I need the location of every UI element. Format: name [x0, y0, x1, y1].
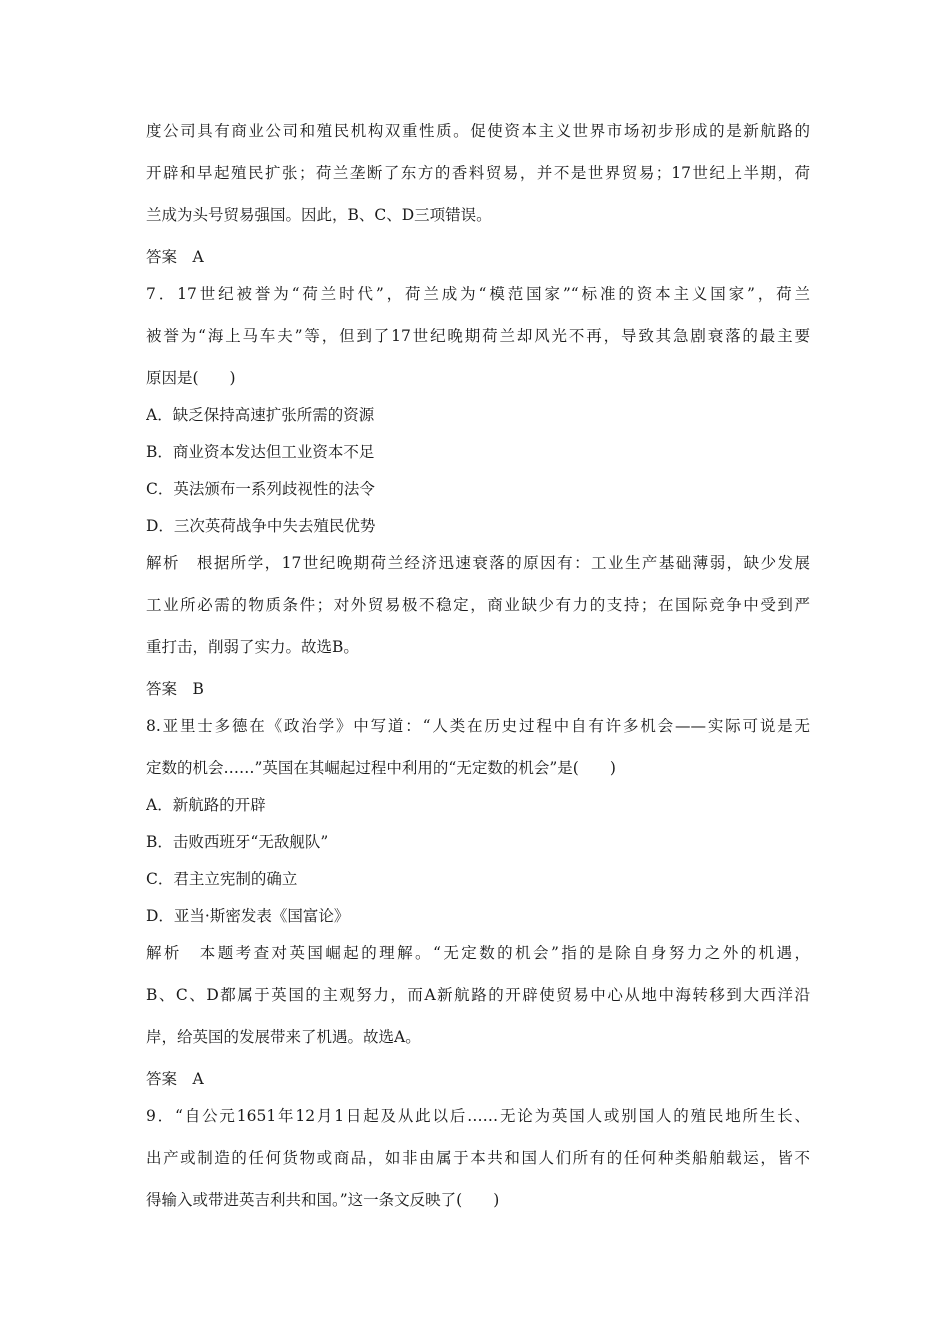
text-line: 8.亚里士多德在《政治学》中写道：“人类在历史过程中自有许多机会——实际可说是无 [146, 717, 810, 735]
text-line: 兰成为头号贸易强国。因此，B、C、D三项错误。 [146, 206, 492, 224]
text-line: 原因是( ) [146, 369, 236, 387]
text-line: C．英法颁布一系列歧视性的法令 [146, 480, 375, 498]
text-line: 定数的机会……”英国在其崛起过程中利用的“无定数的机会”是( ) [146, 759, 616, 777]
text-line: 答案 A [146, 1070, 204, 1088]
text-line: A．新航路的开辟 [146, 796, 266, 814]
text-line: 工业所必需的物质条件；对外贸易极不稳定，商业缺少有力的支持；在国际竞争中受到严 [146, 596, 810, 614]
text-line: C．君主立宪制的确立 [146, 870, 298, 888]
text-line: 解析 本题考查对英国崛起的理解。“无定数的机会”指的是除自身努力之外的机遇， [146, 944, 810, 962]
text-line: 被誉为“海上马车夫”等，但到了17世纪晚期荷兰却风光不再，导致其急剧衰落的最主要 [146, 327, 810, 345]
text-line: A．缺乏保持高速扩张所需的资源 [146, 406, 375, 424]
text-line: 重打击，削弱了实力。故选B。 [146, 638, 359, 656]
document-body [146, 120, 810, 1226]
text-line: 岸，给英国的发展带来了机遇。故选A。 [146, 1028, 421, 1046]
text-line: 出产或制造的任何货物或商品，如非由属于本共和国人们所有的任何种类船舶载运，皆不 [146, 1149, 810, 1167]
text-line: 答案 A [146, 248, 204, 266]
text-line: 9．“自公元1651年12月1日起及从此以后……无论为英国人或别国人的殖民地所生长、 [146, 1107, 810, 1125]
text-line: 答案 B [146, 680, 204, 698]
text-line: B．商业资本发达但工业资本不足 [146, 443, 375, 461]
text-line: 得输入或带进英吉利共和国。”这一条文反映了( ) [146, 1191, 500, 1209]
text-line: B．击败西班牙“无敌舰队” [146, 833, 329, 851]
text-line: 度公司具有商业公司和殖民机构双重性质。促使资本主义世界市场初步形成的是新航路的 [146, 122, 810, 140]
text-line: 7．17世纪被誉为“荷兰时代”，荷兰成为“模范国家”“标准的资本主义国家”，荷兰 [146, 285, 810, 303]
text-line: D．三次英荷战争中失去殖民优势 [146, 517, 376, 535]
text-line: 开辟和早起殖民扩张；荷兰垄断了东方的香料贸易，并不是世界贸易；17世纪上半期，荷 [146, 164, 810, 182]
text-line: B、C、D都属于英国的主观努力，而A新航路的开辟使贸易中心从地中海转移到大西洋沿 [146, 986, 810, 1004]
text-line: 解析 根据所学，17世纪晚期荷兰经济迅速衰落的原因有：工业生产基础薄弱，缺少发展 [146, 554, 810, 572]
text-line: D．亚当·斯密发表《国富论》 [146, 907, 350, 925]
